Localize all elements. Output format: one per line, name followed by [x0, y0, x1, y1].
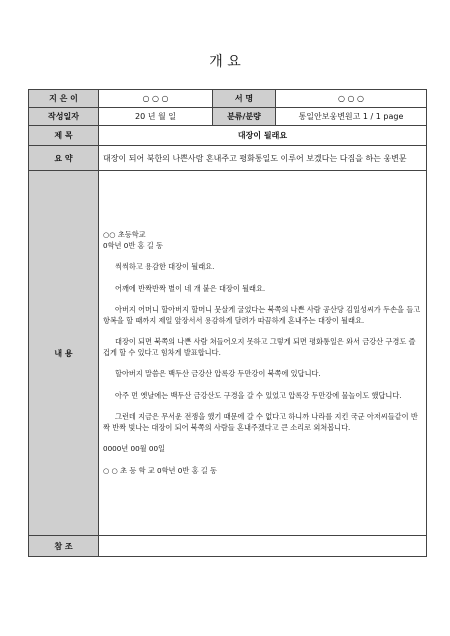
paragraph-5: 할아버지 말씀은 백두산 금강산 압록강 두만강이 북쪽에 있답니다. — [115, 369, 321, 378]
summary-row — [29, 146, 427, 171]
paragraph-2: 어깨에 반짝반짝 별이 네 개 붙은 대장이 될래요. — [115, 283, 266, 293]
date-row — [29, 108, 427, 126]
paragraph-4: 대장이 되면 북쪽의 나쁜 사람 쳐들어오지 못하고 그렇게 되면 평화통일은 와서 금강산 구경도 즐겁게 할 수 있다고 힘차게 발표합니다. — [103, 337, 416, 357]
student-name: 0학년 0반 홍 길 동 — [103, 240, 163, 250]
speech-date: 0000년 00월 00일 — [103, 444, 165, 453]
content-label: 내 용 — [29, 171, 99, 536]
date-label: 작성일자 — [29, 108, 99, 126]
author-label: 지 은 이 — [29, 90, 99, 108]
reference-label: 참 조 — [29, 536, 99, 557]
speech-body — [99, 171, 427, 536]
reference-row — [29, 536, 427, 557]
school-name: ○○ 초등학교 — [103, 230, 146, 239]
paragraph-6: 아주 먼 옛날에는 백두산 금강산도 구경을 갈 수 있었고 압록강 두만강에 물놀이도 했답니다. — [115, 390, 402, 400]
speech-signoff: ○ ○ 초 등 학 교 0학년 0반 홍 길 동 — [103, 465, 217, 475]
document-title: 개 요 — [209, 54, 241, 70]
paragraph-7: 그런데 지금은 무서운 전쟁을 했기 때문에 갈 수 없다고 하니까 나라를 지킨 국군 아저씨들같이 반짝 반짝 빛나는 대장이 되어 북쪽의 사람들 혼내주겠다고 큰 소리로 외쳐봅니다. — [103, 412, 418, 432]
summary-value: 대장이 되어 북한의 나쁜사람 혼내주고 평화통일도 이루어 보겠다는 다짐을 하는 웅변문 — [99, 146, 427, 171]
paragraph-1: 씩씩하고 용감한 대장이 될래요. — [115, 262, 215, 271]
subject-value: 대장이 될래요 — [99, 126, 427, 146]
signature-label: 서 명 — [213, 90, 276, 108]
date-value: 20 년 월 일 — [99, 108, 213, 126]
summary-form-table — [28, 89, 427, 557]
category-label: 분류/분량 — [213, 108, 276, 126]
subject-row — [29, 126, 427, 146]
content-row — [29, 171, 427, 536]
summary-label: 요 약 — [29, 146, 99, 171]
category-value: 통일안보웅변원고 1 / 1 page — [276, 108, 427, 126]
signature-value: ○ ○ ○ — [276, 90, 427, 108]
subject-label: 제 목 — [29, 126, 99, 146]
author-row — [29, 90, 427, 108]
reference-value — [99, 536, 427, 557]
author-value: ○ ○ ○ — [99, 90, 213, 108]
paragraph-3: 아버지 어머니 할아버지 할머니 뭇살게 굴었다는 북쪽의 나쁜 사람 공산당 김일성씨가 두손을 들고 항복을 할 때까지 제일 앞장서서 용감하게 달려가 따끔하게 혼내주는 대장이 될래요. — [103, 305, 421, 325]
